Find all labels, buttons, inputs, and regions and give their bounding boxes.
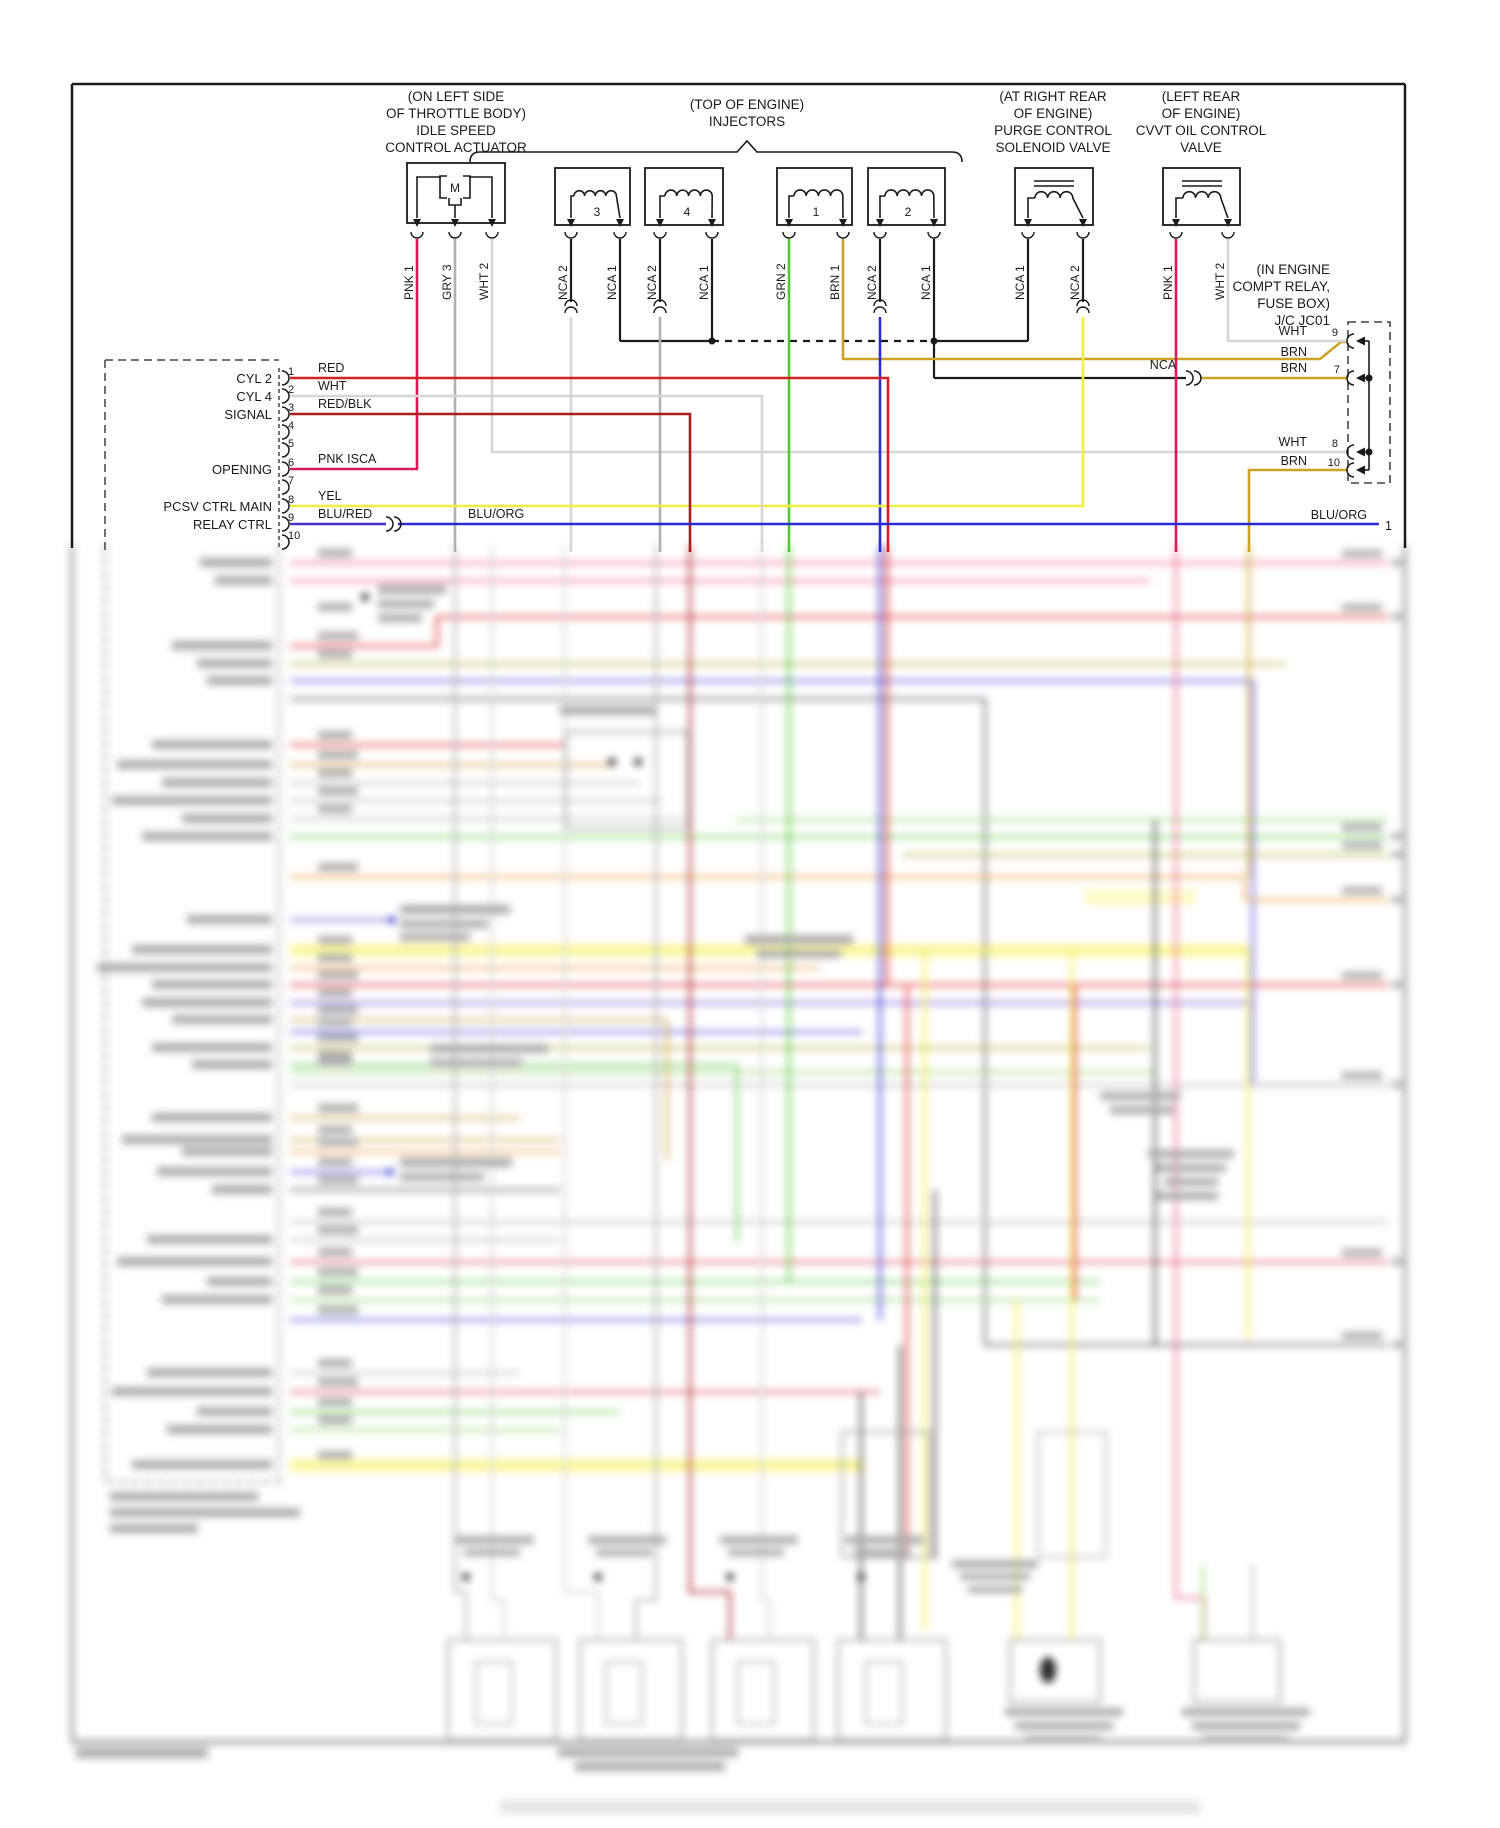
injector4-number: 4	[683, 205, 691, 219]
cvvt-label-line: (LEFT REAR	[1161, 89, 1241, 104]
wire-pnk-isca	[290, 239, 417, 469]
jc01-wire-label: BRN	[1280, 361, 1307, 375]
jc01-arrows	[1356, 337, 1373, 475]
isca-pin-label: WHT 2	[477, 262, 491, 300]
jc01-wire-label: BRN	[1280, 345, 1307, 359]
jc01-label-line: J/C JC01	[1274, 313, 1330, 328]
wire-red-cyl2	[290, 378, 888, 552]
solenoid-internals	[1028, 181, 1228, 218]
jc01-label-line: (IN ENGINE	[1256, 262, 1330, 277]
purge-label-line: PURGE CONTROL	[994, 123, 1112, 138]
purge-label-line: OF ENGINE)	[1013, 106, 1093, 121]
ecm-pin-number: 10	[288, 530, 301, 542]
jc01-pin-arcs	[1347, 334, 1354, 477]
isca-label-line: OF THROTTLE BODY)	[385, 106, 527, 121]
isca-label-line: IDLE SPEED	[416, 123, 496, 138]
purge-pin-label: NCA 2	[1068, 265, 1082, 300]
ecm-pin-number: 3	[288, 402, 295, 414]
cvvt-label-line: OF ENGINE)	[1161, 106, 1241, 121]
bluorg-label-left: BLU/ORG	[468, 507, 525, 521]
jc01-wire-label: WHT	[1278, 435, 1307, 449]
injectors-label-line: INJECTORS	[708, 114, 786, 129]
jc01-wire-label: WHT	[1278, 324, 1307, 338]
isca-label-line: (ON LEFT SIDE	[407, 89, 505, 104]
cvvt-label	[1136, 89, 1267, 155]
injector3-pin-label: NCA 2	[556, 265, 570, 300]
purge-label	[994, 89, 1112, 155]
bluorg-label-right: BLU/ORG	[1310, 508, 1367, 522]
cvvt-box	[1163, 168, 1240, 225]
isca-pin-label: GRY 3	[440, 264, 454, 300]
jc01-label-line: FUSE BOX)	[1257, 296, 1330, 311]
junction-dot	[931, 338, 938, 345]
ecm-pin-number: 4	[288, 420, 295, 432]
jc01-pin-number: 8	[1331, 438, 1338, 450]
injector1-pin-label: GRN 2	[774, 263, 788, 300]
injector3-box	[555, 168, 630, 225]
ecm-pin-number: 9	[288, 512, 295, 524]
ecm-wire-label: BLU/RED	[318, 507, 373, 521]
pin-sockets	[411, 232, 1234, 238]
ecm-wire-label: RED/BLK	[318, 397, 372, 411]
jc01-label	[1232, 262, 1330, 328]
motor-symbol: M	[450, 181, 460, 195]
ecm-pin-number: 7	[288, 475, 295, 487]
injector-internals	[571, 190, 934, 218]
nca-bus-label: NCA	[1149, 358, 1177, 372]
ecm-pin-number: 1	[288, 366, 295, 378]
jc01-pin-number: 10	[1327, 457, 1340, 469]
ecm-wire-label: WHT	[318, 379, 347, 393]
cvvt-label-line: CVVT OIL CONTROL	[1135, 123, 1267, 138]
jc01-pin-number: 7	[1333, 364, 1340, 376]
isca-pin-label: PNK 1	[402, 265, 416, 300]
ecm-wire-label: YEL	[318, 489, 342, 503]
injector1-pin-label: BRN 1	[828, 264, 842, 300]
ecm-signal-label: SIGNAL	[224, 407, 272, 422]
wire-redblk-signal	[290, 414, 690, 552]
purge-pin-label: NCA 1	[1013, 265, 1027, 300]
injector2-pin-label: NCA 1	[919, 265, 933, 300]
ecm-signal-label: CYL 4	[236, 389, 272, 404]
jc01-label-line: COMPT RELAY,	[1232, 279, 1330, 294]
junction-dot	[709, 338, 716, 345]
ecm-pin-number: 6	[288, 457, 295, 469]
injectors-brace	[470, 141, 962, 162]
injector4-pin-label: NCA 2	[645, 265, 659, 300]
ecm-wire-label: PNK ISCA	[318, 452, 377, 466]
injector4-pin-label: NCA 1	[697, 265, 711, 300]
component-boxes	[407, 163, 1240, 225]
ecm-pin-number: 8	[288, 494, 295, 506]
injector2-pin-label: NCA 2	[865, 265, 879, 300]
isca-label-line: CONTROL ACTUATOR	[385, 140, 527, 155]
ecm-wire-label: RED	[318, 361, 345, 375]
ecm-signal-label: OPENING	[212, 462, 272, 477]
injectors-label-line: (TOP OF ENGINE)	[689, 97, 805, 112]
injectors-label	[690, 97, 804, 129]
pin-labels	[402, 263, 1227, 300]
ecm-signal-label: CYL 2	[236, 371, 272, 386]
injector3-pin-label: NCA 1	[605, 265, 619, 300]
ecm-pin-number: 2	[288, 384, 295, 396]
wire-break-connectors	[565, 300, 1089, 313]
purge-label-line: (AT RIGHT REAR	[999, 89, 1107, 104]
ecm-signal-label: PCSV CTRL MAIN	[163, 499, 272, 514]
bluorg-pin-number: 1	[1385, 519, 1392, 533]
wire-yel-pcsv	[290, 317, 1083, 506]
purge-box	[1015, 168, 1093, 225]
jc01-wire-label: BRN	[1280, 454, 1307, 468]
ecm-signal-label: RELAY CTRL	[193, 517, 272, 532]
cvvt-pin-label: WHT 2	[1213, 262, 1227, 300]
cvvt-label-line: VALVE	[1180, 140, 1222, 155]
ecm-pin-number: 5	[288, 438, 295, 450]
cvvt-pin-label: PNK 1	[1161, 265, 1175, 300]
injector2-number: 2	[904, 205, 912, 219]
injector3-number: 3	[593, 205, 601, 219]
jc01-pin-number: 9	[1331, 327, 1338, 339]
isca-label	[385, 89, 527, 155]
purge-label-line: SOLENOID VALVE	[995, 140, 1111, 155]
injector1-number: 1	[812, 205, 820, 219]
